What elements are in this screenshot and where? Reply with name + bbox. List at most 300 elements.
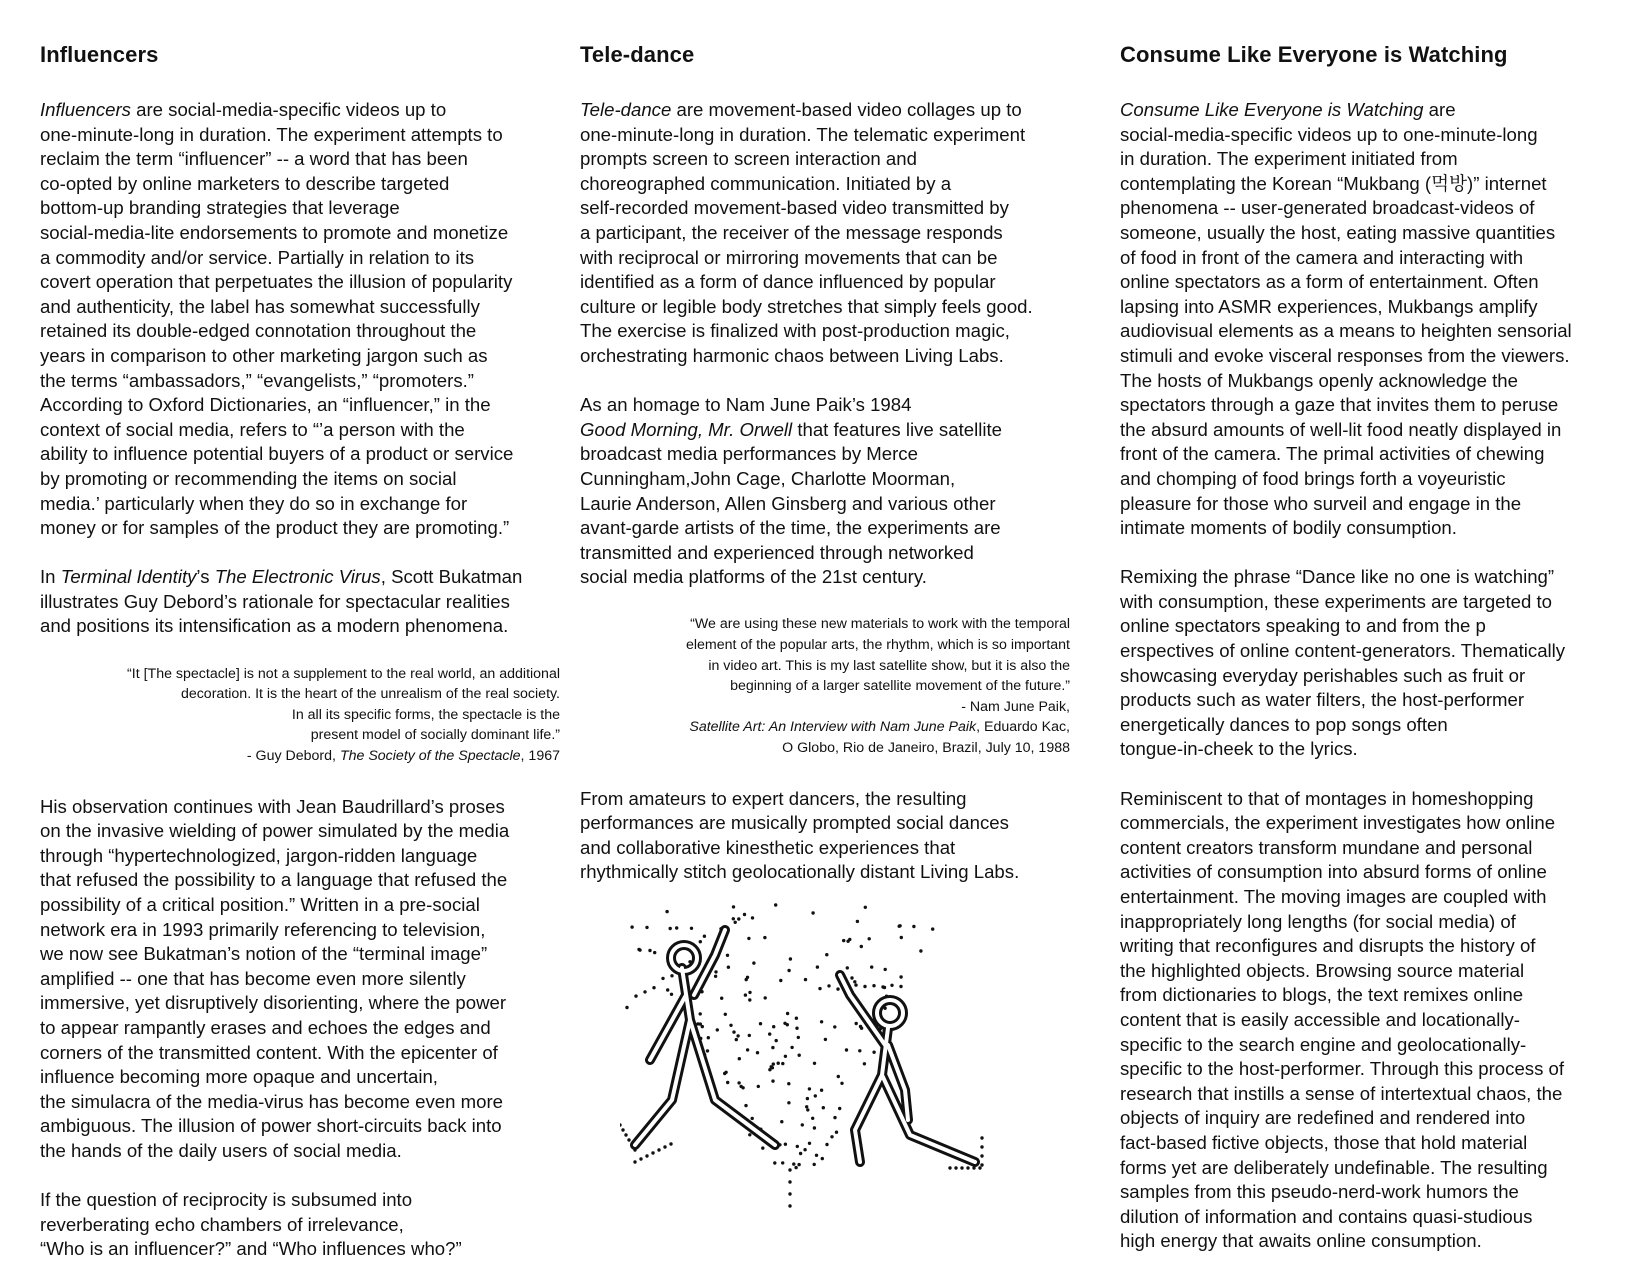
dot [699, 940, 702, 943]
dot [833, 1025, 836, 1028]
dot [816, 965, 819, 968]
dot [771, 1046, 774, 1049]
dot [813, 1126, 816, 1129]
dot [645, 1154, 648, 1157]
text-line: immersive, yet disruptively disorienting, where the power [40, 992, 507, 1014]
text-line: Cunningham,John Cage, Charlotte Moorman, [580, 467, 956, 489]
text-line: ability to influence potential buyers of a product or service [40, 443, 514, 465]
text-line: research that instills a sense of intertextual chaos, the [1120, 1082, 1563, 1104]
dot [837, 1075, 840, 1078]
dot [784, 1143, 787, 1146]
dot [912, 925, 915, 928]
influencers-paragraph-3 [40, 795, 600, 1164]
text-line: “It [The spectacle] is not a supplement to the real world, an additional [127, 665, 560, 682]
dot [772, 1062, 775, 1065]
dot [763, 936, 766, 939]
text-line: His observation continues with Jean Baudrillard’s proses [40, 795, 505, 817]
dot [669, 927, 672, 930]
dot [899, 975, 902, 978]
text-line: inappropriately long lengths (for social media) of [1120, 910, 1516, 932]
dot [699, 1022, 702, 1025]
text-line: entertainment. The moving images are coupled with [1120, 886, 1547, 907]
text-line: content creators transform mundane and personal [1120, 836, 1533, 858]
dot [746, 1048, 749, 1051]
dot [747, 937, 750, 940]
dot [797, 1163, 800, 1166]
dot [863, 1062, 866, 1065]
dot [726, 954, 729, 957]
text-line: high energy that awaits online consumption. [1120, 1230, 1482, 1252]
dot [845, 1048, 848, 1051]
dot [714, 970, 717, 973]
text-line: pleasure for those who surveil and engage in the [1120, 492, 1522, 514]
text-line: decoration. It is the heart of the unrealism of the real society. [180, 686, 560, 703]
dot [748, 1133, 751, 1136]
dot [737, 917, 740, 920]
dot [803, 1148, 806, 1151]
dot [768, 1068, 771, 1071]
dot [978, 1166, 981, 1169]
dot [781, 1161, 784, 1164]
text-line: possibility of a critical position.” Written in a pre-social [40, 894, 480, 915]
dot [813, 1163, 816, 1166]
dot [744, 1104, 747, 1107]
text-line: beginning of a larger satellite movement of the future.” [730, 678, 1070, 695]
text-line: we now see Bukatman’s notion of the “terminal image” [40, 943, 488, 965]
dot [801, 1123, 804, 1126]
dot [720, 997, 723, 1000]
column-influencers [40, 38, 600, 1287]
influencers-paragraph-2 [40, 565, 600, 639]
dot [752, 961, 755, 964]
dot [795, 1027, 798, 1030]
text-line: network era in 1993 primarily referencing to television, [40, 918, 486, 940]
text-line: social-media-lite endorsements to promote and monetize [40, 221, 509, 243]
text-line: Reminiscent to that of montages in homeshopping [1120, 787, 1534, 809]
text-line: to appear rampantly erases and echoes the edges and [40, 1016, 491, 1038]
dot [652, 986, 655, 989]
dot [699, 1012, 702, 1015]
text-line: through “hypertechnologized, jargon-ridden language [40, 844, 478, 866]
dot [653, 951, 656, 954]
dot [806, 1108, 809, 1111]
section-title-influencers: Influencers [40, 42, 159, 67]
text-line: present model of socially dominant life.” [310, 727, 560, 744]
text-line: “We are using these new materials to work with the temporal [690, 616, 1070, 633]
dot [825, 953, 828, 956]
dot [732, 905, 735, 908]
dot [727, 966, 730, 969]
text-line: lapsing into ASMR experiences, Mukbangs amplify [1120, 295, 1538, 317]
dot [833, 1116, 836, 1119]
dot [726, 1081, 729, 1084]
text-line: rhythmically stitch geolocationally distant Living Labs. [580, 861, 1020, 883]
text-line: avant-garde artists of the time, the experiments are [580, 517, 1001, 539]
dot [797, 1036, 800, 1039]
dot [780, 1120, 783, 1123]
dot [648, 949, 651, 952]
text-line: orchestrating harmonic chaos between Living Labs. [580, 344, 1004, 366]
text-line: specific to the host-performer. Through this process of [1120, 1058, 1565, 1080]
text-line: Consume Like Everyone is Watching are [1120, 99, 1456, 120]
text-line: In all its specific forms, the spectacle is the [291, 706, 560, 723]
dot [737, 1081, 740, 1084]
text-line: and chomping of food brings forth a voyeuristic [1120, 467, 1506, 489]
text-line: the highlighted objects. Browsing source material [1120, 959, 1525, 981]
dot [645, 926, 648, 929]
text-line: audiovisual elements as a means to heighten sensorial [1120, 320, 1572, 342]
dot [919, 949, 922, 952]
dot [748, 1034, 751, 1037]
text-line: phenomena -- user-generated broadcast-videos of [1120, 197, 1535, 219]
text-line: - Guy Debord, The Society of the Spectacle, 1967 [246, 748, 560, 765]
dot [744, 993, 747, 996]
text-line: broadcast media performances by Merce [580, 443, 918, 465]
dot [781, 1062, 784, 1065]
text-line: social media platforms of the 21st century. [580, 566, 927, 588]
text-line: and authenticity, the label has somewhat successfully [40, 295, 480, 317]
text-line: culture or legible body stretches that simply feels good. [580, 295, 1033, 317]
dot [666, 988, 669, 991]
dot [864, 906, 867, 909]
dot [838, 1107, 841, 1110]
text-line: retained its double-edged connotation throughout the [40, 320, 477, 342]
text-line: years in comparison to other marketing jargon such as [40, 344, 488, 366]
dot [764, 996, 767, 999]
dot [638, 948, 641, 951]
dot [675, 926, 678, 929]
text-line: products such as water filters, the host-performer [1120, 689, 1525, 711]
text-line: the terms “ambassadors,” “evangelists,” “promoters.” [40, 369, 474, 391]
text-line: identified as a form of dance influenced by popular [580, 271, 996, 293]
dot [792, 1162, 795, 1165]
dot [745, 978, 748, 981]
dot [643, 990, 646, 993]
dot [954, 1166, 957, 1169]
dot [751, 916, 754, 919]
dot [784, 1055, 787, 1058]
dot [805, 1105, 808, 1108]
text-line: self-recorded movement-based video transmitted by [580, 197, 1009, 219]
text-line: intimate moments of bodily consumption. [1120, 517, 1457, 539]
text-line: from dictionaries to blogs, the text remixes online [1120, 984, 1524, 1006]
text-line: Influencers are social-media-specific videos up to [40, 99, 447, 120]
dot [657, 1148, 660, 1151]
dot [625, 1006, 628, 1009]
text-line: erspectives of online content-generators. Thematically [1120, 640, 1566, 662]
dot [872, 984, 875, 987]
dot [825, 1143, 828, 1146]
dot [788, 1192, 791, 1195]
consume-paragraph-2 [1120, 565, 1630, 762]
dot [775, 1039, 778, 1042]
dot [840, 1082, 843, 1085]
dot [729, 1024, 732, 1027]
text-line: Tele-dance are movement-based video collages up to [580, 99, 1022, 120]
dot [732, 1030, 735, 1033]
dot [620, 1123, 622, 1126]
dot [863, 985, 866, 988]
dot [818, 987, 821, 990]
text-line: co-opted by online marketers to describe targeted [40, 172, 450, 194]
text-line: Satellite Art: An Interview with Nam June Paik, Eduardo Kac, [689, 719, 1070, 736]
dot [634, 994, 637, 997]
dot [868, 937, 871, 940]
dot [808, 1142, 811, 1145]
dot [759, 1022, 762, 1025]
dot [621, 1128, 624, 1131]
section-title-consume: Consume Like Everyone is Watching [1120, 42, 1508, 67]
dot [842, 939, 845, 942]
text-line: in duration. The experiment initiated from [1120, 148, 1458, 170]
text-line: context of social media, refers to “’a person with the [40, 418, 465, 440]
text-line: influence becoming more opaque and uncertain, [40, 1066, 438, 1088]
dot [980, 1154, 983, 1157]
text-line: showcasing everyday perishables such as fruit or [1120, 664, 1526, 686]
dot [830, 1135, 833, 1138]
dot [788, 1204, 791, 1207]
dot [751, 1117, 754, 1120]
dot [787, 1101, 790, 1104]
dot [835, 1131, 838, 1134]
dot [633, 1160, 636, 1163]
dot [858, 1049, 861, 1052]
dot [736, 1034, 739, 1037]
dot [783, 1022, 786, 1025]
text-line: a commodity and/or service. Partially in relation to its [40, 246, 475, 268]
dot [814, 1094, 817, 1097]
text-line: front of the camera. The primal activities of chewing [1120, 443, 1545, 465]
text-line: with reciprocal or mirroring movements that can be [580, 246, 998, 268]
dot [773, 1161, 776, 1164]
dot [820, 1020, 823, 1023]
text-line: a participant, the receiver of the message responds [580, 221, 1003, 243]
dot [860, 945, 863, 948]
text-line: specific to the search engine and geolocationally- [1120, 1033, 1527, 1055]
dot [743, 913, 746, 916]
text-line: The hosts of Mukbangs openly acknowledge the [1120, 369, 1518, 391]
text-line: If the question of reciprocity is subsumed into [40, 1189, 413, 1211]
column-teledance [580, 38, 1110, 910]
dot [716, 1028, 719, 1031]
text-line: fact-based fictive objects, those that hold material [1120, 1131, 1528, 1153]
dot [822, 1106, 825, 1109]
text-line: Laurie Anderson, Allen Ginsberg and various other [580, 492, 996, 514]
text-line: According to Oxford Dictionaries, an “influencer,” in the [40, 394, 491, 416]
dot [670, 993, 673, 996]
dot [960, 1166, 963, 1169]
text-line: As an homage to Nam June Paik’s 1984 [580, 394, 912, 416]
section-title-teledance: Tele-dance [580, 42, 695, 67]
text-line: media.’ particularly when they do so in exchange for [40, 492, 468, 514]
text-line: tongue-in-cheek to the lyrics. [1120, 738, 1358, 760]
text-line: ambiguous. The illusion of power short-circuits back into [40, 1115, 502, 1137]
dot [811, 911, 814, 914]
dot [813, 1062, 816, 1065]
text-line: element of the popular arts, the rhythm, which is so important [685, 637, 1070, 654]
dot [771, 1079, 774, 1082]
dot [630, 925, 633, 928]
dot [799, 1152, 802, 1155]
text-line: on the invasive wielding of power simulated by the media [40, 820, 510, 842]
dot [806, 1097, 809, 1100]
dot [748, 991, 751, 994]
dot [846, 966, 849, 969]
consume-paragraph-3 [1120, 787, 1630, 1254]
text-line: O Globo, Rio de Janeiro, Brazil, July 10, 1988 [782, 740, 1070, 757]
text-line: performances are musically prompted social dances [580, 812, 1009, 834]
dot [724, 1013, 727, 1016]
text-line: stimuli and evoke visceral responses from the viewers. [1120, 344, 1570, 366]
text-line: by promoting or recommending the items on social [40, 467, 457, 489]
dot [690, 927, 693, 930]
text-line: In Terminal Identity’s The Electronic Virus, Scott Bukatman [40, 566, 523, 588]
dot [899, 985, 902, 988]
text-line: and positions its intensification as a modern phenomena. [40, 615, 509, 637]
dot [790, 1046, 793, 1049]
dot [788, 1180, 791, 1183]
dot [663, 1145, 666, 1148]
dot [777, 1062, 780, 1065]
text-line: - Nam June Paik, [961, 698, 1070, 715]
text-line: commercials, the experiment investigates how online [1120, 812, 1556, 834]
dot [770, 1065, 773, 1068]
dot [756, 1051, 759, 1054]
dot [898, 924, 901, 927]
dot [639, 1157, 642, 1160]
dot [732, 917, 735, 920]
text-line: of food in front of the camera and interacting with [1120, 246, 1524, 268]
dot [735, 1038, 738, 1041]
text-line: reverberating echo chambers of irrelevance, [40, 1213, 404, 1235]
text-line: transmitted and experienced through networked [580, 541, 974, 563]
dot [761, 1146, 764, 1149]
dot [768, 1032, 771, 1035]
dot [794, 1166, 797, 1169]
column-consume [1120, 38, 1630, 1279]
text-line: activities of consumption into absurd forms of online [1120, 861, 1547, 883]
text-line: Good Morning, Mr. Orwell that features live satellite [580, 418, 1002, 440]
text-line: writing that reconfigures and disrupts the history of [1120, 935, 1536, 957]
dot [724, 1071, 727, 1074]
dot [827, 984, 830, 987]
text-line: the hands of the daily users of social media. [40, 1139, 402, 1161]
teledance-paragraph-2 [580, 393, 1110, 590]
dot [859, 1025, 862, 1028]
text-line: that refused the possibility to a language that refused the [40, 869, 508, 891]
dot [821, 1157, 824, 1160]
text-line: energetically dances to pop songs often [1120, 713, 1448, 735]
text-line: in video art. This is my last satellite show, but it is also the [708, 657, 1070, 674]
text-line: content that is easily accessible and locationally- [1120, 1008, 1520, 1030]
text-line: online spectators speaking to and from the p [1120, 615, 1486, 637]
text-line: the absurd amounts of well-lit food neatly displayed in [1120, 418, 1562, 440]
dot [811, 1117, 814, 1120]
text-line: From amateurs to expert dancers, the resulting [580, 787, 967, 809]
dot [884, 968, 887, 971]
dot [881, 985, 884, 988]
dot [931, 927, 934, 930]
dot [757, 1085, 760, 1088]
dot [846, 940, 849, 943]
dot [788, 1168, 791, 1171]
text-line: social-media-specific videos up to one-minute-long [1120, 123, 1538, 145]
dot [966, 1166, 969, 1169]
dot [795, 1017, 798, 1020]
dot [836, 987, 839, 990]
dot [786, 1012, 789, 1015]
dot [703, 935, 706, 938]
dot [734, 921, 737, 924]
teledance-paragraph-1 [580, 98, 1110, 369]
influencers-quote [40, 664, 560, 767]
teledance-paragraph-3 [580, 787, 1110, 885]
text-line: online spectators as a form of entertainment. Often [1120, 271, 1539, 293]
text-line: reclaim the term “influencer” -- a word that has been [40, 148, 468, 170]
dot [669, 1142, 672, 1145]
text-line: The exercise is finalized with post-production magic, [580, 320, 1010, 342]
dot [670, 974, 673, 977]
dot [824, 1038, 827, 1041]
dot [789, 957, 792, 960]
dot [900, 936, 903, 939]
text-line: covert operation that perpetuates the illusion of popularity [40, 271, 513, 293]
text-line: someone, usually the host, eating massive quantities [1120, 221, 1556, 243]
text-line: amplified -- one that has become even more silently [40, 967, 466, 989]
dot [624, 1133, 627, 1136]
teledance-quote [580, 614, 1070, 758]
dot [948, 1166, 951, 1169]
text-line: Remixing the phrase “Dance like no one is watching” [1120, 566, 1555, 588]
dot [856, 920, 859, 923]
dot [870, 965, 873, 968]
text-line: illustrates Guy Debord’s rationale for spectacular realities [40, 590, 510, 612]
dot [980, 1145, 983, 1148]
dot [796, 1145, 799, 1148]
dot [707, 1036, 710, 1039]
dot [738, 1057, 741, 1060]
text-line: choreographed communication. Initiated by a [580, 172, 952, 194]
dot [661, 977, 664, 980]
dot [890, 984, 893, 987]
text-line: and collaborative kinesthetic experiences that [580, 836, 956, 858]
dot [798, 1054, 801, 1057]
dot [741, 1086, 744, 1089]
dot [820, 1089, 823, 1092]
dot [787, 1082, 790, 1085]
text-line: objects of inquiry are redefined and rendered into [1120, 1107, 1526, 1129]
dot [854, 983, 857, 986]
text-line: spectators through a gaze that invites them to peruse [1120, 394, 1559, 416]
dot [665, 910, 668, 913]
dot [872, 1051, 875, 1054]
text-line: one-minute-long in duration. The experiment attempts to [40, 123, 503, 145]
text-line: contemplating the Korean “Mukbang (먹방)” internet [1120, 172, 1547, 194]
text-line: samples from this pseudo-nerd-work humors the [1120, 1181, 1519, 1203]
dot [772, 1025, 775, 1028]
dot [855, 1022, 858, 1025]
consume-paragraph-1 [1120, 98, 1630, 541]
text-line: money or for samples of the product they are promoting.” [40, 517, 510, 539]
dot [706, 1049, 709, 1052]
dot [853, 980, 856, 983]
influencers-paragraph-4 [40, 1188, 600, 1262]
text-line: with consumption, these experiments are targeted to [1120, 590, 1553, 612]
text-line: one-minute-long in duration. The telematic experiment [580, 123, 1026, 145]
dot [980, 1163, 983, 1166]
influencers-paragraph-1 [40, 98, 600, 541]
dot [779, 979, 782, 982]
